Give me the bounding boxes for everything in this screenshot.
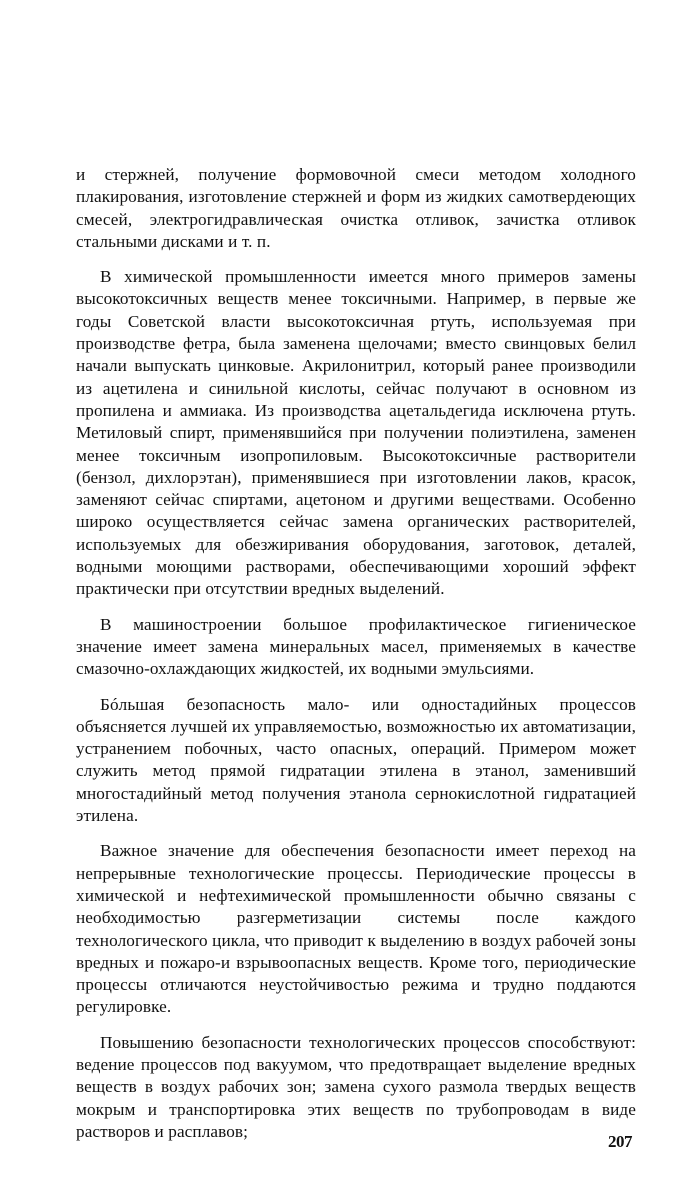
paragraph-continuous-processes: Важное значение для обеспечения безопасности имеет переход на непрерывные технологические процессы. Периодические процессы в химической и нефтехимической промышленности обычно связаны с необходимостью разгерметизации системы после каждого технологического цикла, что приводит к выделению в воздух рабочей зоны вредных и пожаро-и взрывоопасных веществ. Кроме того, периодические процессы отличаются неустойчивостью режима и трудно поддаются регулировке.: [76, 841, 636, 1017]
paragraph-continuation: и стержней, получение формовочной смеси методом холодного плакирования, изготовление стержней и форм из жидких самотвердеющих смесей, электрогидравлическая очистка отливок, зачистка отливок стальными дисками и т. п.: [76, 165, 636, 251]
paragraph-single-stage-processes: Бóльшая безопасность мало- или одностадийных процессов объясняется лучшей их управляемостью, возможностью их автоматизации, устранением побочных, часто опасных, операций. Примером может служить метод прямой гидратации этилена в этанол, заменивший многостадийный метод получения этанола сернокислотной гидратацией этилена.: [76, 694, 636, 826]
paragraph-machine-building: В машиностроении большое профилактическое гигиеническое значение имеет замена минеральных масел, применяемых в качестве смазочно-охлаждающих жидкостей, их водными эмульсиями.: [76, 614, 636, 679]
body-text: [76, 164, 636, 1156]
paragraph-safety-measures: Повышению безопасности технологических процессов способствуют: ведение процессов под вакуумом, что предотвращает выделение вредных веществ в воздух рабочих зон; замена сухого размола твердых веществ мокрым и транспортировка этих веществ по трубопроводам в виде растворов и расплавов;: [76, 1032, 636, 1141]
paragraph-chemical-industry: В химической промышленности имеется много примеров замены высокотоксичных веществ менее токсичными. Например, в первые же годы Советской власти высокотоксичная ртуть, используемая при производстве фетра, была заменена щелочами; вместо свинцовых белил начали выпускать цинковые. Акрилонитрил, который ранее производили из ацетилена и синильной кислоты, сейчас получают в основном из пропилена и аммиака. Из производства ацетальдегида исключена ртуть. Метиловый спирт, применявшийся при получении полиэтилена, заменен менее токсичным изопропиловым. Высокотоксичные растворители (бензол, дихлорэтан), применявшиеся при изготовлении лаков, красок, заменяют сейчас спиртами, ацетоном и другими веществами. Особенно широко осуществляется сейчас замена органических растворителей, используемых для обезжиривания оборудования, заготовок, деталей, водными моющими растворами, обеспечивающими хороший эффект практически при отсутствии вредных выделений.: [76, 267, 636, 599]
page-number: 207: [608, 1132, 632, 1151]
